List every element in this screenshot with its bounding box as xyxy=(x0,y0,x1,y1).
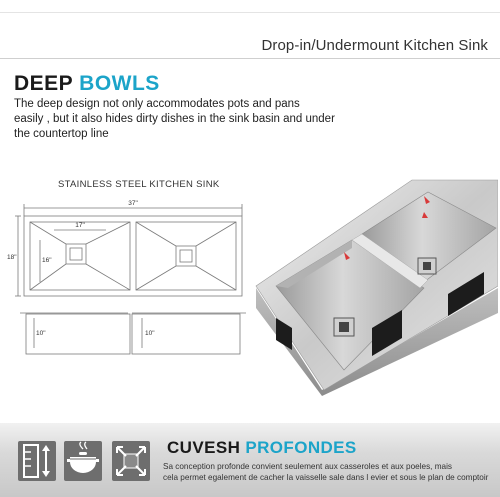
right-drain-outline xyxy=(176,246,196,266)
top-divider xyxy=(0,12,500,13)
heading-word-deep: DEEP xyxy=(14,72,73,95)
cooking-pot-icon xyxy=(64,441,102,481)
depth-right-label: 10" xyxy=(145,330,155,337)
section-description xyxy=(14,97,384,142)
depth-ruler-icon xyxy=(18,441,56,481)
left-drain-outline xyxy=(66,244,86,264)
bottom-description-line: Sa conception profonde convient seulement aux casseroles et aux poeles, mais xyxy=(163,462,453,471)
sink-outline xyxy=(24,216,242,296)
bottom-description xyxy=(163,461,498,483)
diagram-title: STAINLESS STEEL KITCHEN SINK xyxy=(58,179,220,190)
description-line: The deep design not only accommodates pots and pans xyxy=(14,98,300,110)
bottom-heading-word-2: PROFONDES xyxy=(245,438,357,457)
bottom-description-line: cela permet egalement de cacher la vaisselle sale dans l evier et sous le plan de comptoir xyxy=(163,473,489,482)
depth-left-label: 10" xyxy=(36,330,46,337)
sink-product-image xyxy=(252,178,498,396)
expand-arrows-icon xyxy=(112,441,150,481)
description-line: easily , but it also hides dirty dishes in the sink basin and under xyxy=(14,113,335,125)
sink-dimension-diagram xyxy=(6,196,251,361)
bowl-width-label: 17" xyxy=(75,222,85,229)
section-heading xyxy=(14,72,160,96)
left-bowl-outline xyxy=(30,222,130,290)
width-label: 37" xyxy=(128,200,138,207)
bottom-heading-word-1: CUVESH xyxy=(167,438,241,457)
heading-word-bowls: BOWLS xyxy=(79,72,160,95)
height-label: 18" xyxy=(7,254,17,261)
right-bowl-outline xyxy=(136,222,236,290)
description-line: the countertop line xyxy=(14,128,109,140)
bowl-depth-label: 16" xyxy=(42,257,52,264)
page-title: Drop-in/Undermount Kitchen Sink xyxy=(261,37,488,54)
header-divider xyxy=(0,58,500,59)
bottom-heading xyxy=(167,438,357,458)
